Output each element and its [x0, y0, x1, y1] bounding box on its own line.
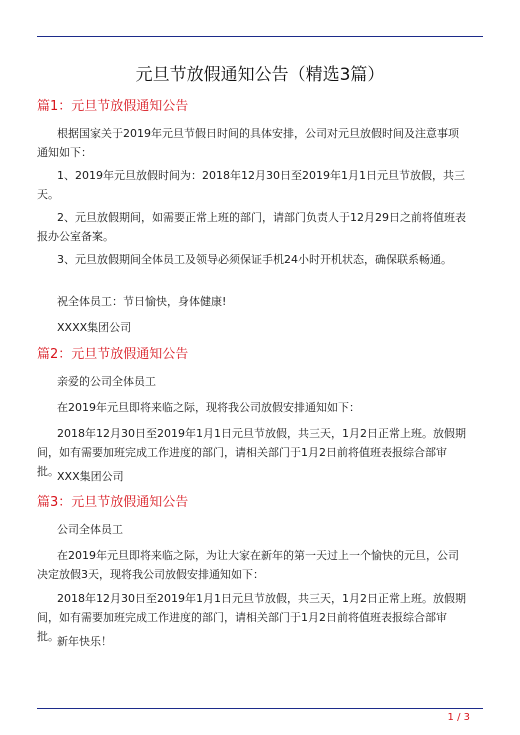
- document-title: 元旦节放假通知公告（精选3篇）: [135, 65, 385, 85]
- section-3-paragraph-4: 新年快乐！: [57, 635, 112, 648]
- section-3-paragraph-3: 2018年12月30日至2019年1月1日元旦节放假，共三天，1月2日正常上班。放假期间，如有需要加班完成工作进度的部门，请相关部门于1月2日前将值班表报综合部审批。: [37, 592, 466, 643]
- section-1-paragraph-5: 祝全体员工：节日愉快，身体健康!: [57, 295, 227, 308]
- section-2-paragraph-3: 2018年12月30日至2019年1月1日元旦节放假，共三天，1月2日正常上班。放假期间，如有需要加班完成工作进度的部门，请相关部门于1月2日前将值班表报综合部审批。: [37, 427, 466, 478]
- section-3-paragraph-1: 公司全体员工: [57, 523, 123, 536]
- top-rule: [37, 36, 483, 37]
- section-2-paragraph-2: 在2019年元旦即将来临之际，现将我公司放假安排通知如下：: [57, 401, 360, 414]
- section-2-heading: 篇2：元旦节放假通知公告: [37, 347, 189, 362]
- section-1-paragraph-4: 3、元旦放假期间全体员工及领导必须保证手机24小时开机状态，确保联系畅通。: [57, 253, 452, 266]
- section-1-heading: 篇1：元旦节放假通知公告: [37, 99, 189, 114]
- section-1-paragraph-2: 1、2019年元旦放假时间为：2018年12月30日至2019年1月1日元旦节放假，共三天。: [37, 169, 465, 201]
- section-2-signature: XXX集团公司: [57, 470, 124, 483]
- section-1-signature: XXXX集团公司: [57, 321, 132, 334]
- page-indicator: 1 / 3: [447, 712, 470, 723]
- bottom-rule: [37, 708, 483, 709]
- section-1-paragraph-1: 根据国家关于2019年元旦节假日时间的具体安排，公司对元旦放假时间及注意事项通知如下：: [37, 127, 459, 159]
- section-3-heading: 篇3：元旦节放假通知公告: [37, 495, 189, 510]
- section-3-paragraph-2: 在2019年元旦即将来临之际，为让大家在新年的第一天过上一个愉快的元旦，公司决定放假3天，现将我公司放假安排通知如下：: [37, 549, 459, 581]
- section-1-paragraph-3: 2、元旦放假期间，如需要正常上班的部门，请部门负责人于12月29日之前将值班表报办公室备案。: [37, 211, 466, 243]
- section-2-paragraph-1: 亲爱的公司全体员工: [57, 375, 156, 388]
